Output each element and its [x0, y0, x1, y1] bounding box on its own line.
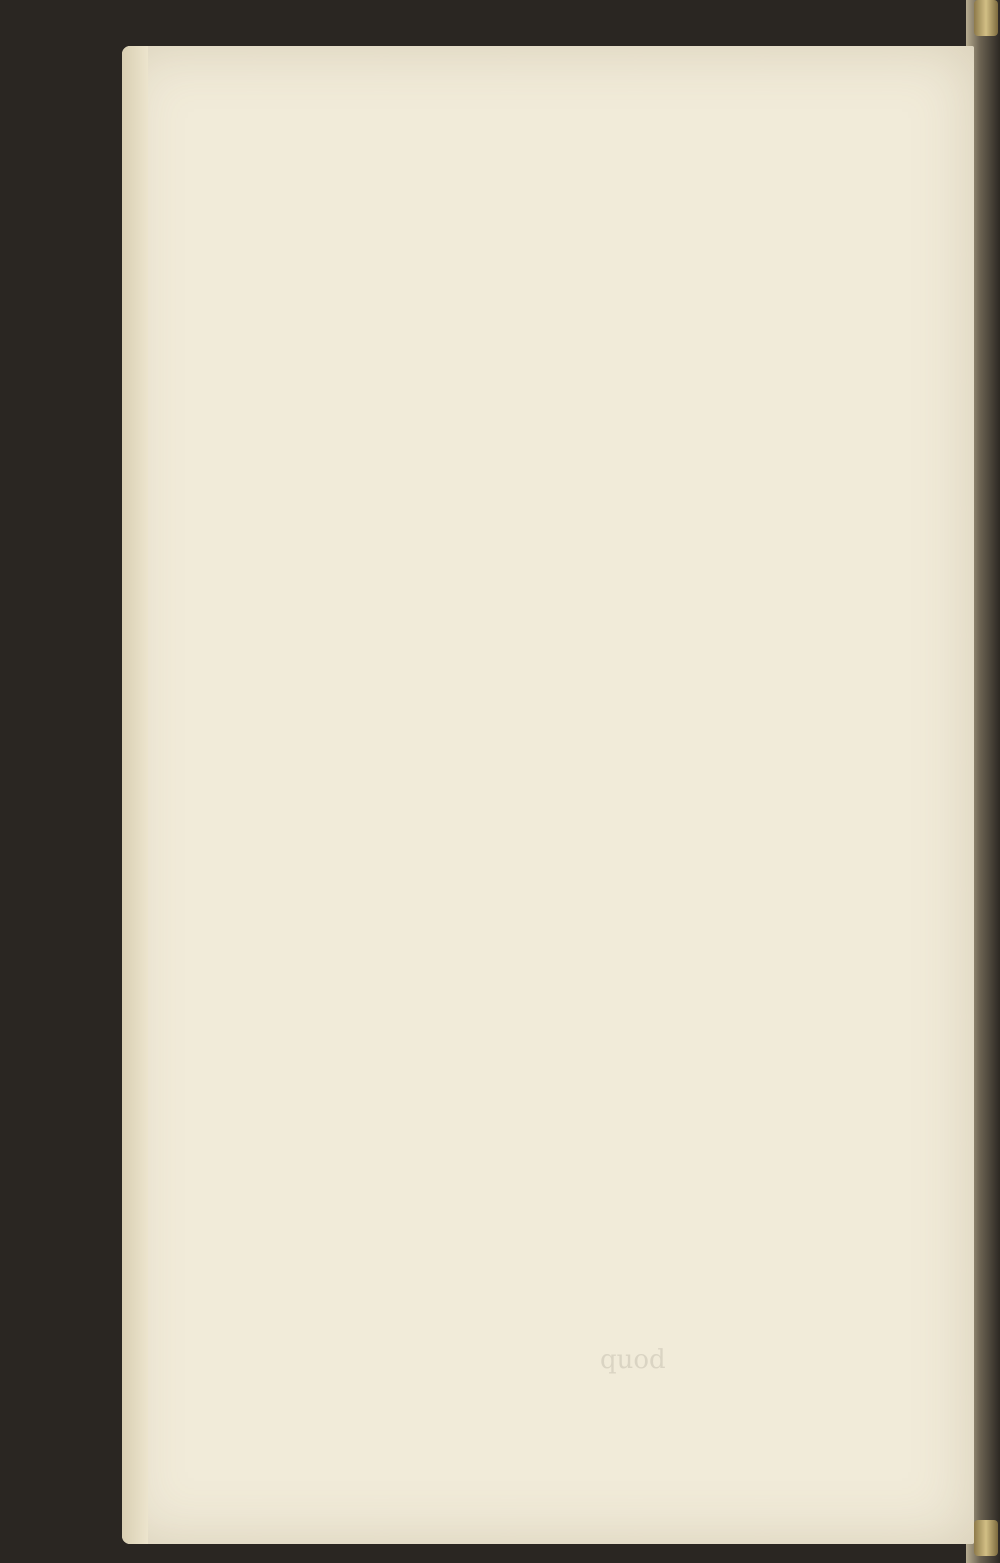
page-edge [122, 46, 148, 1544]
bleed-through: quod [600, 1345, 666, 1375]
binding-ornament [974, 1520, 998, 1556]
binding-ornament [974, 0, 998, 36]
book-page [122, 46, 974, 1544]
